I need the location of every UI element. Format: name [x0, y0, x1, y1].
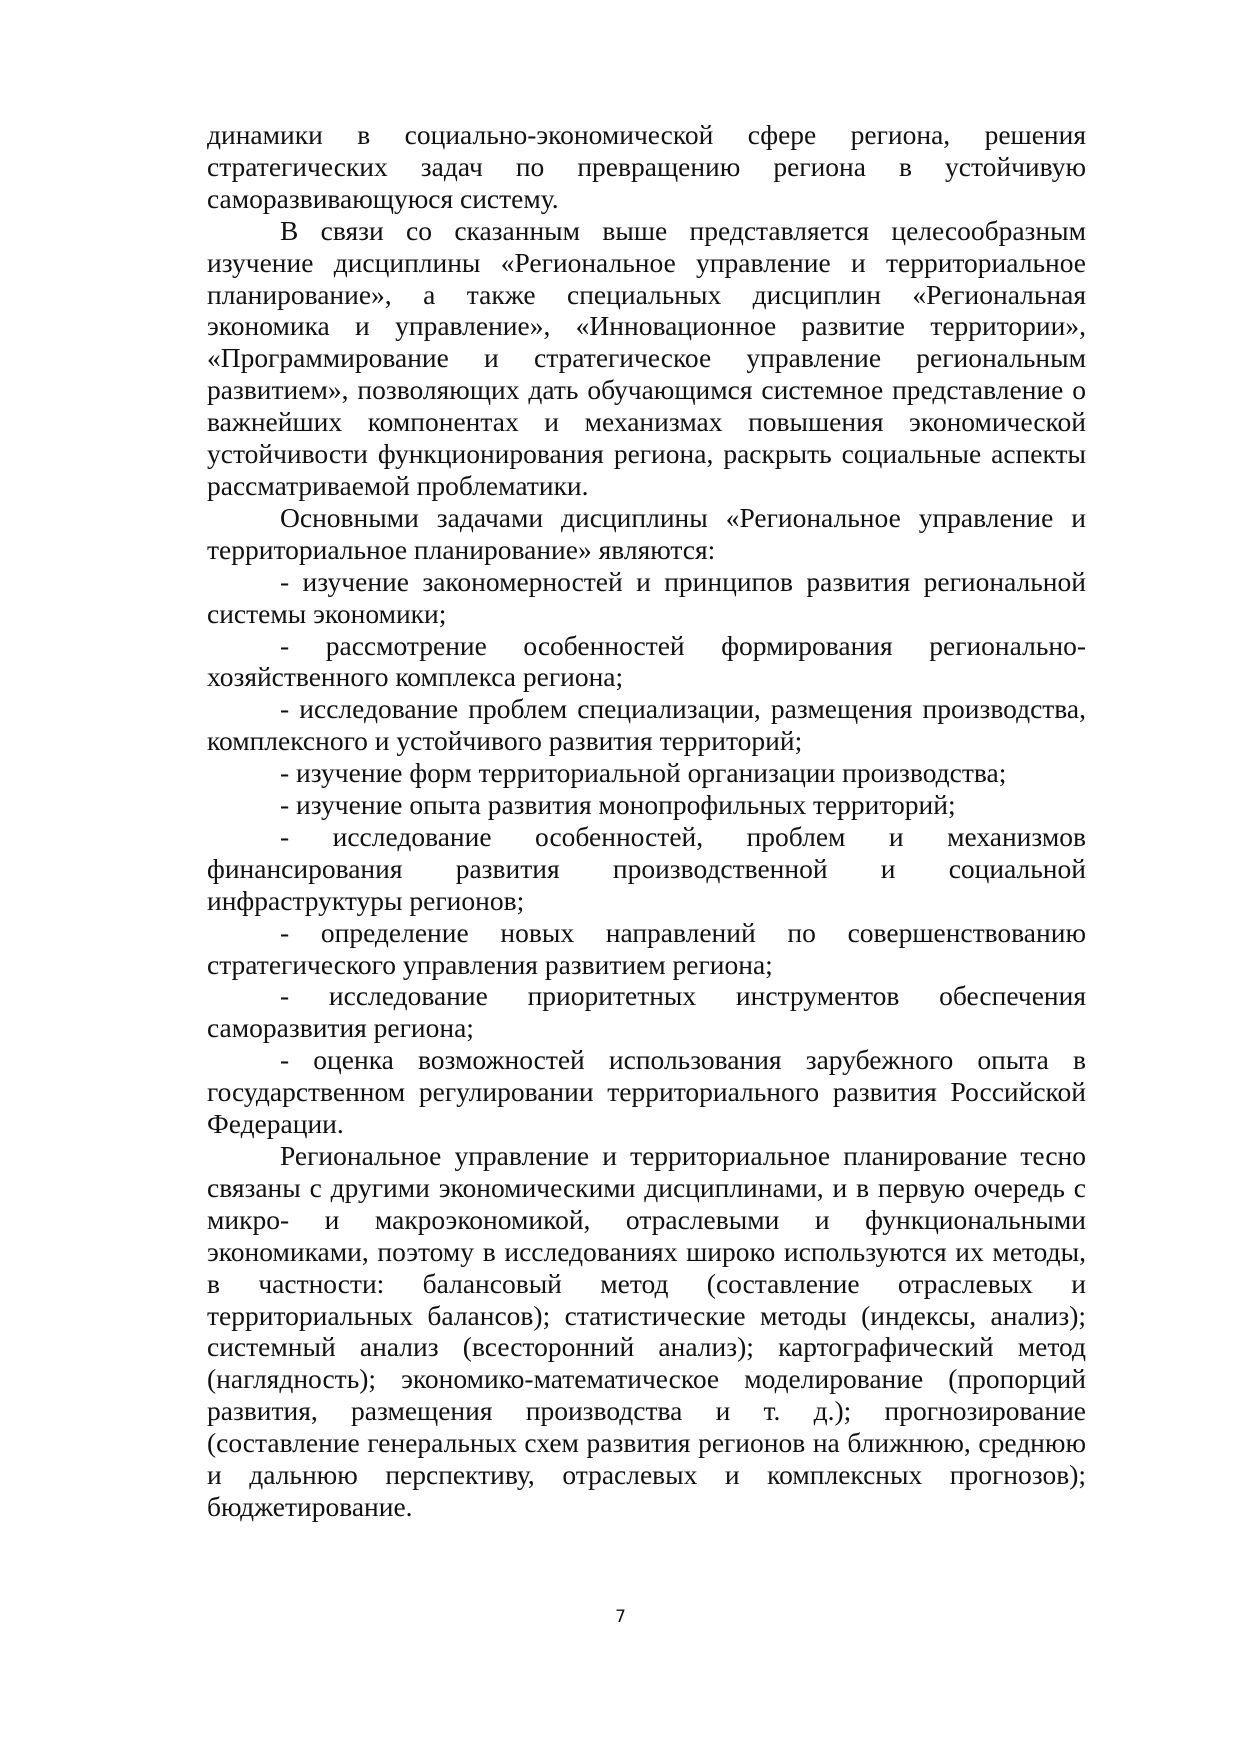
intro-continuation-paragraph: динамики в социально-экономической сфере региона, решения стратегических задач по превращению региона в устойчивую саморазвивающуюся систему. — [207, 119, 1086, 214]
task-item: - исследование приоритетных инструментов обеспечения саморазвития региона; — [207, 980, 1086, 1044]
page-number: 7 — [615, 1607, 626, 1627]
task-item: - изучение закономерностей и принципов развития региональной системы экономики; — [207, 565, 1086, 629]
task-item: - рассмотрение особенностей формирования регионально-хозяйственного комплекса региона; — [207, 629, 1086, 693]
relevance-paragraph: В связи со сказанным выше представляется целесообразным изучение дисциплины «Региональное управление и территориальное планирование», а также специальных дисциплин «Региональная экономика и управление», «Инновационное развитие территории», «Программирование и стратегическое управление региональным развитием», позволяющих дать обучающимся системное представление о важнейших компонентах и механизмах повышения экономической устойчивости функционирования региона, раскрыть социальные аспекты рассматриваемой проблематики. — [207, 214, 1086, 501]
document-body — [207, 119, 1086, 1523]
task-item: - исследование особенностей, проблем и механизмов финансирования развития производственной и социальной инфраструктуры регионов; — [207, 820, 1086, 916]
task-item: - изучение форм территориальной организации производства; — [280, 757, 1007, 789]
task-item: - оценка возможностей использования зарубежного опыта в государственном регулировании территориального развития Российской Федерации. — [207, 1044, 1086, 1140]
task-item: - изучение опыта развития монопрофильных территорий; — [280, 789, 956, 821]
task-item: - исследование проблем специализации, размещения производства, комплексного и устойчивого развития территорий; — [207, 693, 1086, 757]
tasks-intro-paragraph: Основными задачами дисциплины «Региональное управление и территориальное планирование» являются: — [207, 501, 1086, 565]
task-item: - определение новых направлений по совершенствованию стратегического управления развитием региона; — [207, 916, 1086, 980]
methods-paragraph: Региональное управление и территориальное планирование тесно связаны с другими экономическими дисциплинами, и в первую очередь с микро- и макроэкономикой, отраслевыми и функциональными экономиками, поэтому в исследованиях широко используются их методы, в частности: балансовый метод (составление отраслевых и территориальных балансов); статистические методы (индексы, анализ); системный анализ (всесторонний анализ); картографический метод (наглядность); экономико-математическое моделирование (пропорций развития, размещения производства и т. д.); прогнозирование (составление генеральных схем развития регионов на ближнюю, среднюю и дальнюю перспективу, отраслевых и комплексных прогнозов); бюджетирование. — [207, 1140, 1086, 1522]
